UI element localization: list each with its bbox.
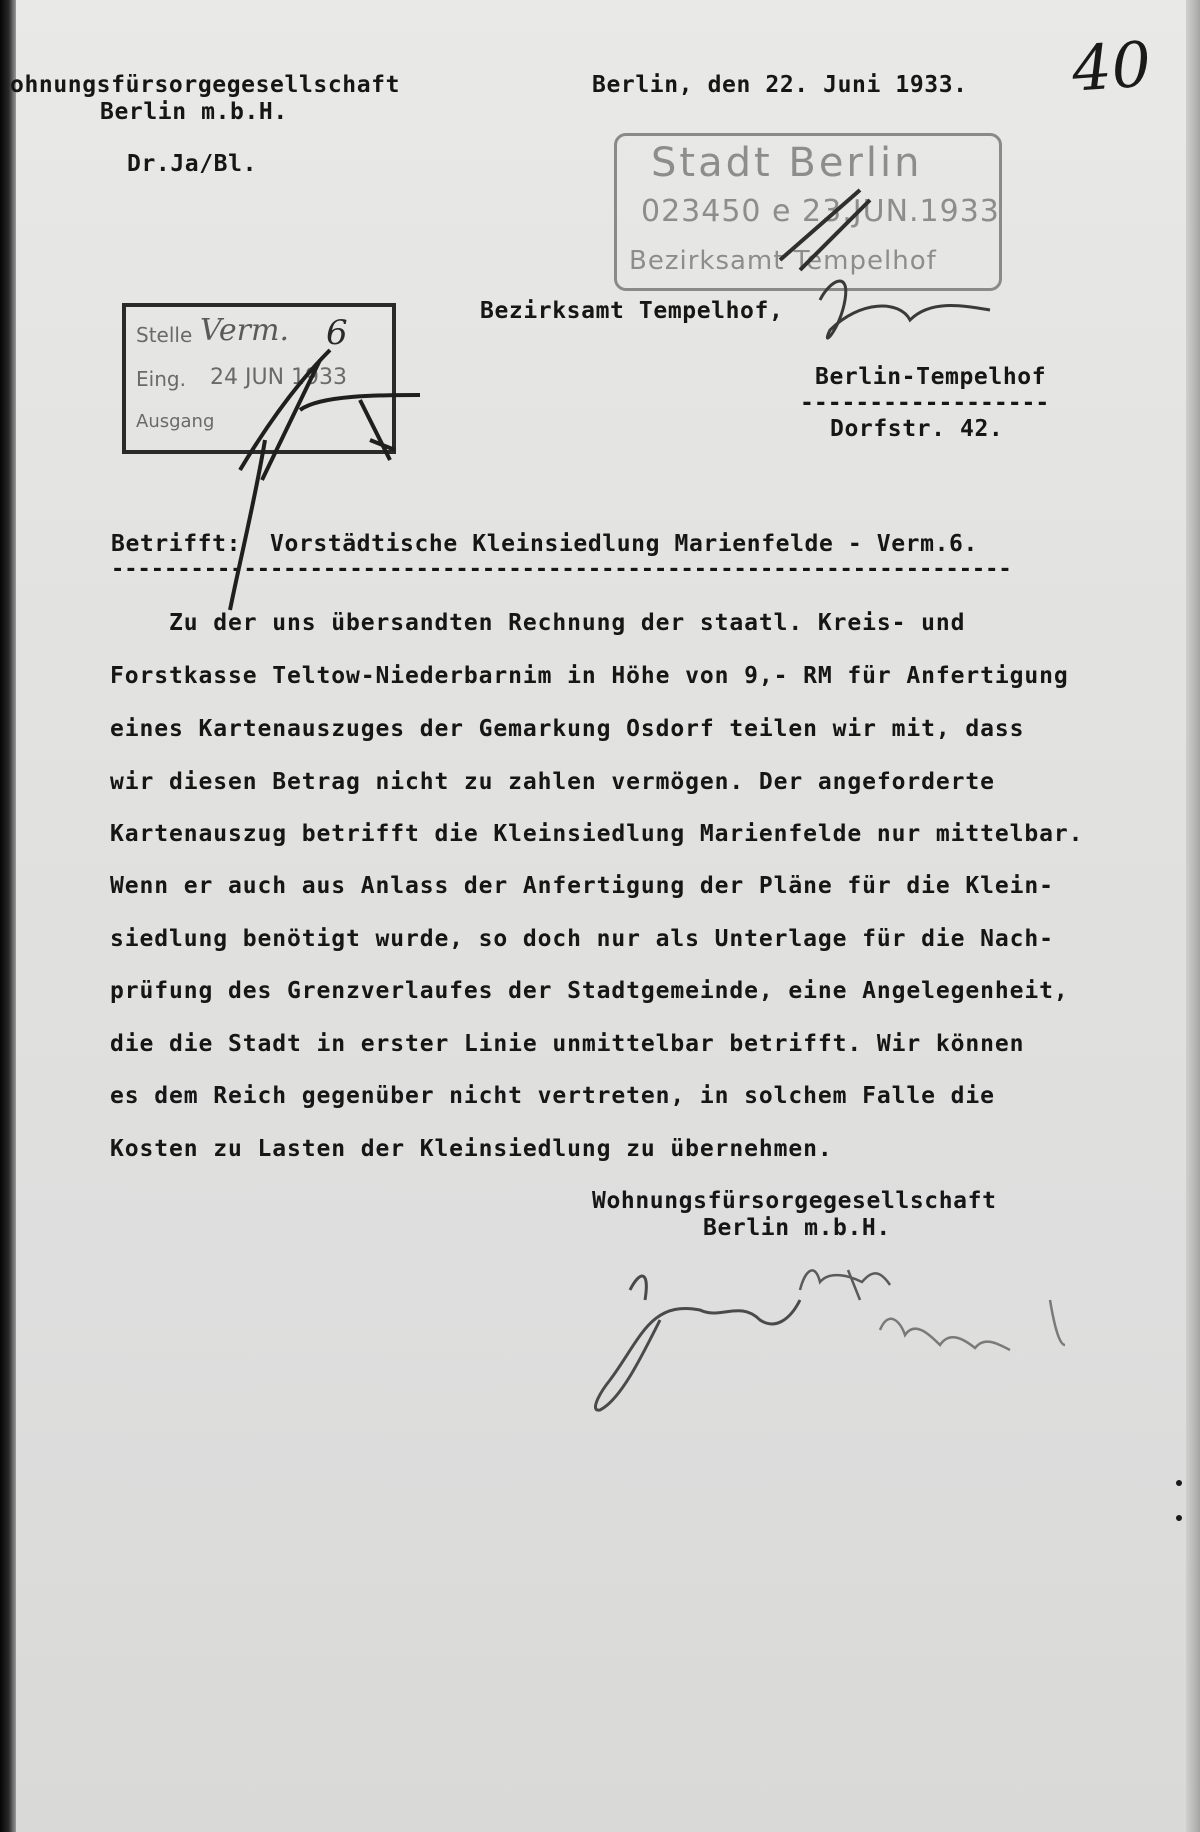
closing-name: Wohnungsfürsorgegesellschaft (592, 1188, 997, 1214)
subject-label: Betrifft: (111, 531, 242, 557)
recipient-name: Bezirksamt Tempelhof, (480, 298, 784, 324)
body-line: prüfung des Grenzverlaufes der Stadtgemeinde, eine Angelegenheit, (110, 978, 1069, 1004)
office-stamp-value: Verm. (200, 313, 289, 348)
margin-stroke (230, 440, 265, 610)
body-line: Kartenauszug betrifft die Kleinsiedlung Marienfelde nur mittelbar. (110, 821, 1084, 847)
office-stamp-out-label: Ausgang (136, 411, 215, 432)
signature-himmert (880, 1300, 1065, 1350)
check-mark (780, 190, 870, 270)
body-line: wir diesen Betrag nicht zu zahlen vermögen. Der angeforderte (110, 769, 995, 795)
recipient-street: Dorfstr. 42. (830, 416, 1004, 442)
city-stamp-line3: Bezirksamt Tempelhof (629, 246, 937, 276)
sender-city-line: Berlin m.b.H. (100, 99, 288, 125)
closing-city-line: Berlin m.b.H. (703, 1215, 891, 1241)
office-stamp-label: Stelle (136, 323, 193, 347)
sender-reference: Dr.Ja/Bl. (127, 151, 258, 177)
initials-mark (820, 281, 990, 338)
subject-underline: -------------------------------------------------------------------- (111, 557, 1012, 582)
signature-krause (800, 1270, 890, 1300)
body-line: Wenn er auch aus Anlass der Anfertigung der Pläne für die Klein- (110, 873, 1054, 899)
city-stamp-line2: 023450 e 23.JUN.1933 (641, 194, 1000, 229)
office-stamp-number: 6 (326, 313, 348, 353)
body-line: siedlung benötigt wurde, so doch nur als Unterlage für die Nach- (110, 926, 1054, 952)
recipient-city: Berlin-Tempelhof (815, 364, 1047, 390)
office-check-mark (240, 350, 420, 480)
office-stamp-received-date: 24 JUN 1933 (210, 365, 348, 390)
sender-name: ohnungsfürsorgegesellschaft (10, 72, 401, 98)
body-line: Kosten zu Lasten der Kleinsiedlung zu übernehmen. (110, 1136, 833, 1162)
subject-text: Vorstädtische Kleinsiedlung Marienfelde - Verm.6. (270, 531, 978, 557)
body-line: es dem Reich gegenüber nicht vertreten, in solchem Falle die (110, 1083, 995, 1109)
body-line: Forstkasse Teltow-Niederbarnim in Höhe von 9,- RM für Anfertigung (110, 663, 1069, 689)
recipient-underline: ------------------ (800, 390, 1050, 416)
date-line: Berlin, den 22. Juni 1933. (592, 72, 968, 98)
office-stamp-received-label: Eing. (136, 367, 186, 391)
page-number: 40 (1069, 27, 1154, 106)
city-stamp-line1: Stadt Berlin (651, 140, 923, 186)
body-line: Zu der uns übersandten Rechnung der staatl. Kreis- und (110, 610, 966, 636)
signature-jaenicke (595, 1276, 800, 1410)
body-line: eines Kartenauszuges der Gemarkung Osdorf teilen wir mit, dass (110, 716, 1025, 742)
body-line: die die Stadt in erster Linie unmittelbar betrifft. Wir können (110, 1031, 1025, 1057)
